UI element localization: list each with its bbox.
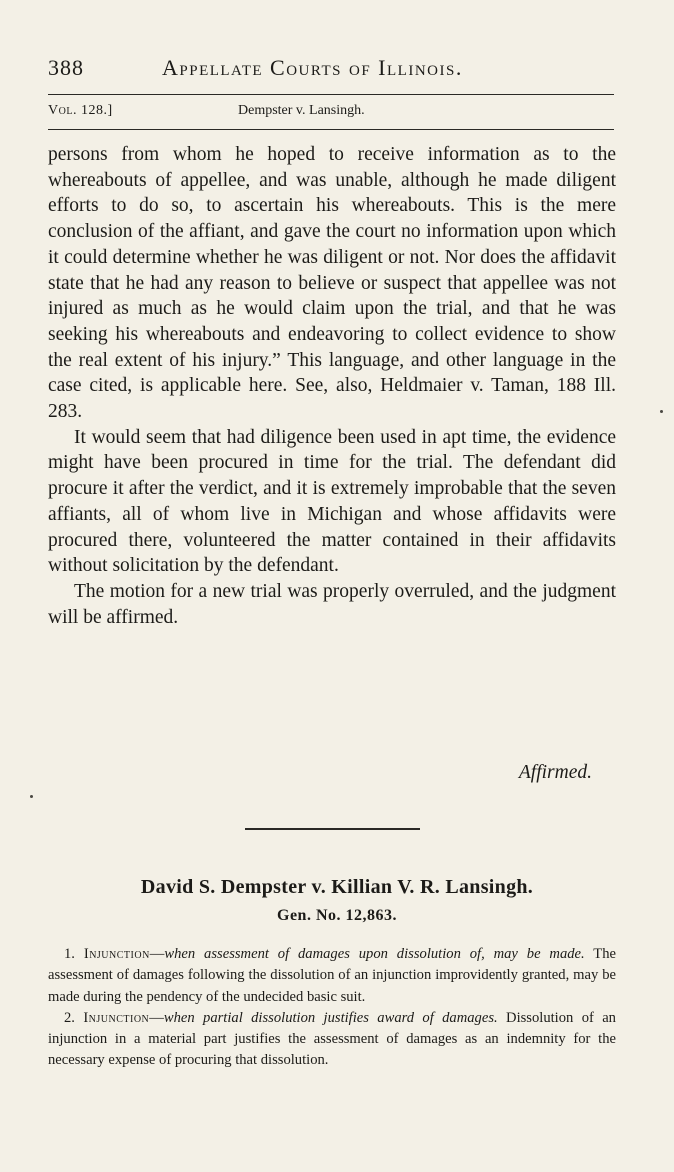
headnote-catchline: when partial dissolution justifies award of damages. <box>163 1009 498 1026</box>
opinion-paragraph: It would seem that had diligence been used in apt time, the evidence might have been procured in time for the trial. The defendant did procure it after the verdict, and it is extremely improbable that the seven affiants, all of whom live in Michigan and whose affidavits were procured there, volunteered the matter contained in their affidavits without solicitation by the defendant. <box>48 426 616 577</box>
section-divider <box>245 828 420 830</box>
volume-label: Vol. 128.] <box>48 103 113 118</box>
opinion-text <box>48 142 616 630</box>
opinion-paragraph: persons from whom he hoped to receive information as to the whereabouts of appellee, and was unable, although he made diligent efforts to do so, to ascertain his whereabouts. This is the mere conclusion of the affiant, and gave the court no information upon which it could determine whether he was diligent or not. Nor does the affidavit state that he had any reason to believe or suspect that appellee was not injured as much as he would claim upon the trial, and that he was seeking his whereabouts and endeavoring to collect evidence to show the real extent of his injury.” This language, and other language in the case cited, is applicable here. See, also, Heldmaier v. Taman, 188 Ill. 283. <box>48 144 616 423</box>
headnote-topic: Injunction <box>83 1009 150 1026</box>
header-rule <box>48 94 614 95</box>
headnote-dash: — <box>149 946 165 962</box>
headnote-text: Dissolution of an injunction in a material part justifies the assessment of damages as an indemnity for the necessary expense of procuring that dissolution. <box>48 1009 616 1069</box>
general-number: Gen. No. 12,863. <box>277 907 397 924</box>
subhead-rule <box>48 129 614 130</box>
print-speck <box>660 410 663 413</box>
headnote <box>48 944 616 1008</box>
headnotes <box>48 944 616 1072</box>
affirmed-disposition: Affirmed. <box>518 762 592 783</box>
headnote-topic: Injunction <box>83 946 150 962</box>
headnote <box>48 1008 616 1072</box>
page-number: 388 <box>48 55 84 80</box>
headnote-dash: — <box>149 1009 164 1026</box>
case-short-title: Dempster v. Lansingh. <box>238 103 365 118</box>
running-title: Appellate Courts of Illinois. <box>162 55 463 80</box>
headnote-number: 2. <box>64 1009 75 1026</box>
opinion-paragraph: The motion for a new trial was properly overruled, and the judgment will be affirmed. <box>48 580 616 628</box>
headnote-catchline: when assessment of damages upon dissolution of, may be made. <box>164 946 585 962</box>
print-speck <box>30 795 33 798</box>
next-case-title: David S. Dempster v. Killian V. R. Lansingh. <box>140 876 534 898</box>
headnote-number: 1. <box>64 946 75 962</box>
headnote-text: The assessment of damages following the dissolution of an injunction improvidently granted, may be made during the pendency of the undecided basic suit. <box>48 946 616 1005</box>
